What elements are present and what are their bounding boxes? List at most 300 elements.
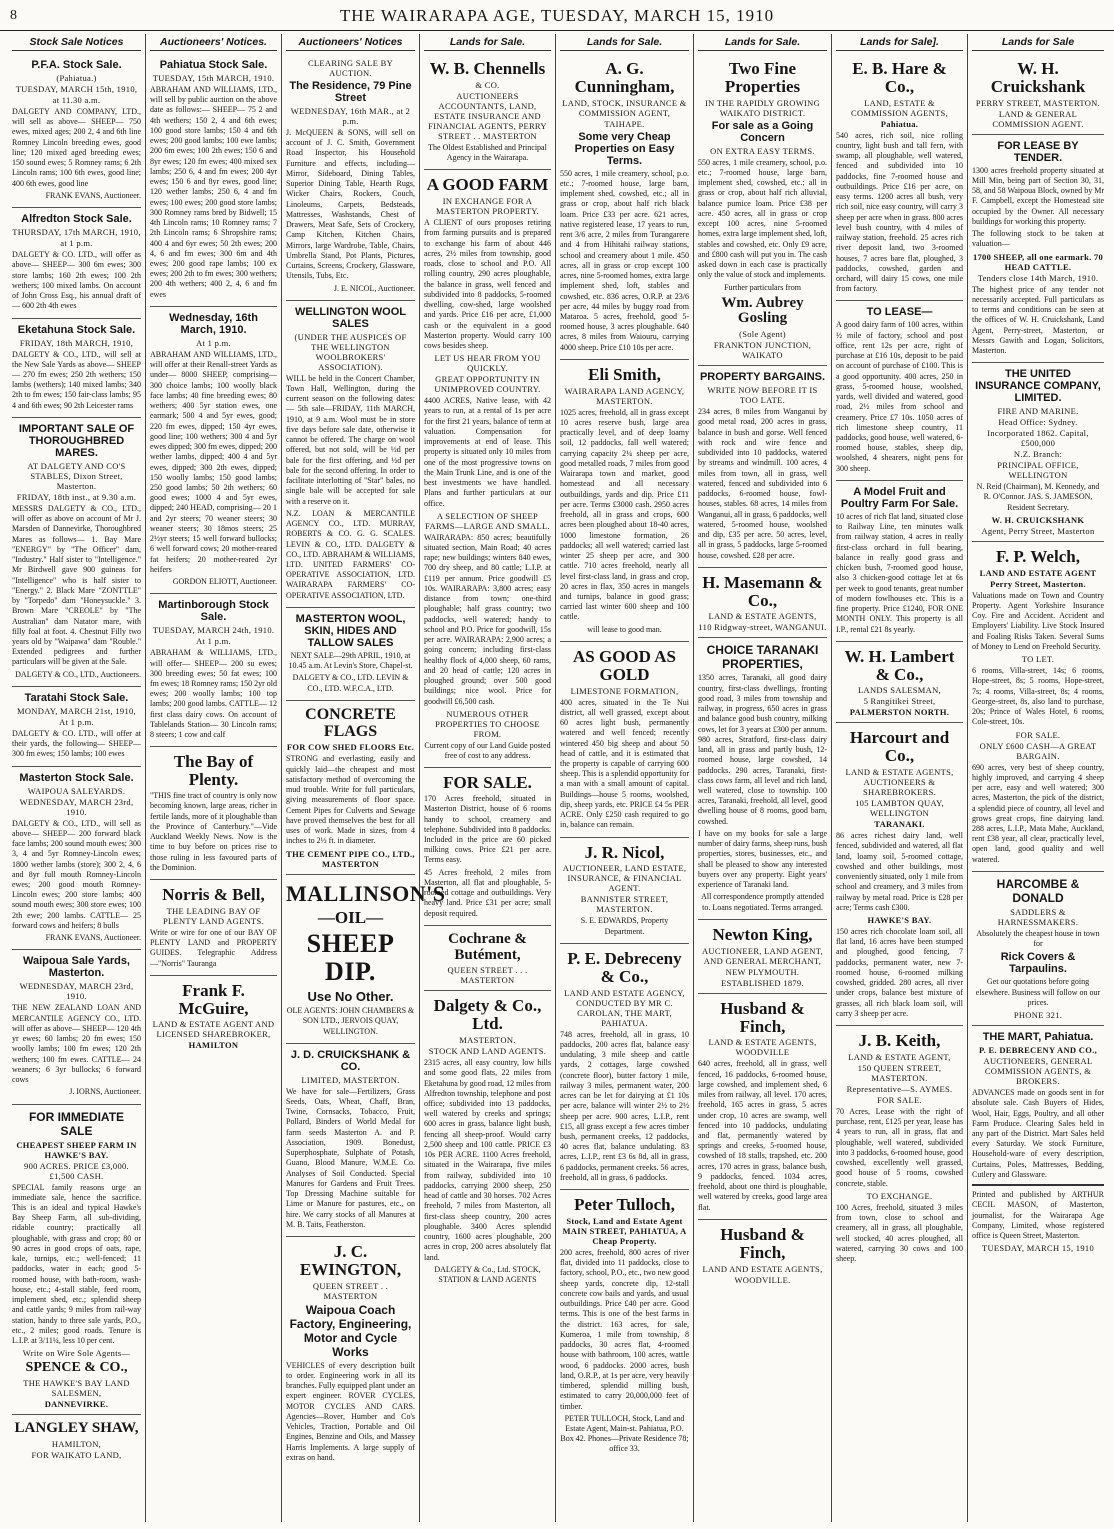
ad-body: ADVANCES made on goods sent in for absolute sale. Cash Buyers of Hides, Wool, Hair, Eggs, Poultry, and all other Farm Produce. Clearing Sales held in any part of the District. Mart Sales held every Saturday. We stock Furniture, Household-ware of every description, Curtains, Poles, Mattresses, Bedding, Cutlery and Glassware. <box>972 1088 1104 1179</box>
ad-agent: W. H. CRUICKSHANK <box>991 514 1085 525</box>
ad-waipoua-yards <box>12 950 141 1104</box>
column-header: Auctioneers' Notices <box>286 34 415 51</box>
page-columns <box>8 34 1108 1522</box>
ad-headline: For sale as a Going Concern <box>711 119 814 144</box>
ad-jd-cruickshank <box>286 1044 415 1237</box>
ad-subtitle: (Pahiatua.) <box>56 73 97 83</box>
ad-body: NEXT SALE—29th APRIL, 1910, at 10.45 a.m. At Levin's Store, Chapel-st. <box>288 650 413 671</box>
ad-note: Absolutely the cheapest house in town for <box>976 928 1100 949</box>
ad-stock-2: 1700 SHEEP, all one earmark. 70 HEAD CATTLE. <box>972 251 1104 272</box>
ad-more: NUMEROUS OTHER PROPERTIES TO CHOOSE FROM. <box>435 708 540 739</box>
ad-town: HAMILTON <box>188 1040 239 1051</box>
ad-office: Head Office: Sydney. <box>998 417 1078 428</box>
ad-subtitle: LAND & ESTATE AGENT, <box>848 1051 951 1062</box>
ad-time: at 1 p.m. <box>60 238 93 249</box>
ad-subtitle: FOR COW SHED FLOORS Etc. <box>286 742 415 753</box>
ad-title: AS GOOD AS GOLD <box>573 646 676 684</box>
ad-welch <box>972 542 1104 872</box>
ad-town: TAIHAPE. <box>604 118 645 129</box>
ad-agents: OLE AGENTS: JOHN CHAMBERS & SON LTD., JERVOIS QUAY, WELLINGTON. <box>286 1006 415 1036</box>
column-header: Lands for Sale <box>972 34 1104 51</box>
ad-body: A CLIENT of ours proposes retiring from farming pursuits and is prepared to exchange his farm of about 446 acres, 2½ miles from township, good roads, close to school and P.O. All rolling country, 290 acres ploughable, the balance in grass, well fenced and subdivided into 8 paddocks, 5-roomed dwelling, cow-shed, large woolshed and yards. Price £16 per acre, £1,000 cash or the equivalent in a good Masterton property. Would carry 100 cows besides sheep. <box>424 218 551 350</box>
ad-signature: Further particulars from <box>724 282 801 292</box>
ad-body: 1025 acres, freehold, all in grass except 10 acres reserve bush, large area practically level, and of deep loamy soil, 12 paddocks, fall well watered; carrying capacity 2¼ sheep per acre, good metalled roads, 7 miles from good Wairarapa town and market, good homestead and all necessary outbuildings, yards and dip. Price £11 per acre. Terms £3000 cash. 2950 acres freehold, all in grass and crops, 600 acres been ploughed about 18-40 acres, 1000 limestone formation, 26 paddocks; all well watered; carried last winter 25 sheep per acre, and 300 cattle. 710 acres freehold, nearly all level first-class land, in grass and crop, 20 acres in flax, 350 acres in mangels and turnips, balance in good grass; carried last winter 600 sheep and 100 cattle. <box>560 407 689 622</box>
ad-body: ABRAHAM AND WILLIAMS, LTD., will sell by public auction on the above date as follows:— SHEEP— 75 2 and 4th wethers; 150 2, 4 and 6th ewes; 100 good store lambs; 150 4 and 6th ewes; 200 good lambs; 100 ewe lambs; 200 6m ewes; 100 2th ewes; 150 6 and 8yr ewes; 120 fm ewes; 400 mixed sex lambs; 250 6, 4 and fm ewes; 200 4yr ewes; 150 6 and 8yr ewes, good line; 120 wether lambs; 250 6, 4 and fm ewes; 100 ewes; 200 good store lambs; 300 Romney rams bred by Bidwell; 15 4th Lincoln rams; 10 Romney rams; 7 2th Lincoln rams; 6 Shropshire rams; 400 4 and 6yr ewes; 50 2th ewes; 200 4, 6 and fm ewes; 300 6m and 4th ewes; 200 good rape lambs; 100 ex ewes; 200 2th to fm ewes; 300 wethers; 200 4th wethers; 400 2, 4, 6 and fm ewes <box>150 85 277 299</box>
ad-pfa-stock-sale <box>12 54 141 208</box>
ad-title: Norris & Bell, <box>162 884 265 904</box>
ad-subtitle: AUCTIONEER, LAND ESTATE, INSURANCE, & FINANCIAL AGENT. <box>562 863 687 894</box>
ad-copy: Current copy of our Land Guide posted free of cost to any address. <box>424 740 551 760</box>
ad-subtitle: AUCTIONEER, LAND AGENT, AND GENERAL MERCHANT, <box>701 945 823 966</box>
ad-tulloch <box>560 1190 689 1461</box>
ad-title: THE MART, Pahiatua. <box>982 1031 1094 1044</box>
ad-immediate-sale <box>12 1105 141 1415</box>
ad-title: Husband & Finch, <box>720 1224 805 1262</box>
ad-clearing-sale <box>286 54 415 301</box>
ad-subtitle: FIRE AND MARINE. <box>997 406 1079 417</box>
ad-subtitle-2: LAND & GENERAL COMMISSION AGENT. <box>992 108 1084 129</box>
newspaper-title: THE WAIRARAPA AGE, TUESDAY, MARCH 15, 1910 <box>339 6 775 25</box>
ad-subtitle: LAND & ESTATE AGENTS, <box>708 611 817 622</box>
ad-subtitle: PERRY STREET, MASTERTON. <box>975 97 1101 108</box>
ad-martinborough <box>150 594 277 747</box>
ad-signature: FRANK EVANS, Auctioneer. <box>45 190 141 200</box>
ad-town: DANNEVIRKE. <box>44 1398 109 1409</box>
ad-amp: & CO. <box>475 79 500 90</box>
ad-good-farm <box>424 170 551 768</box>
ad-harcombe-donald <box>972 872 1104 1026</box>
ad-signature: FRANK EVANS, Auctioneer. <box>45 933 141 943</box>
ad-exchange: TO EXCHANGE. <box>866 1190 933 1201</box>
ad-title: MASTERTON WOOL, SKIN, HIDES AND TALLOW SALES <box>295 612 406 649</box>
ad-body: THE NEW ZEALAND LOAN AND MERCANTILE AGENCY CO., LTD. will offer as above— SHEEP— 120 4th yr ewes; 60 lambs; 20 fm ewes; 150 woolly lambs; 100 fm ewes; 120 2th wethers; 100 fm ewes. CATTLE— 24 weaners; 6 3yr bullocks; 6 forward cows <box>12 1003 141 1085</box>
ad-lease-tender <box>972 135 1104 364</box>
ad-pahiatua-stock <box>150 54 277 307</box>
ad-body: 550 acres, 1 mile creamery, school, p.o. etc.; 7-roomed house, large barn, implement shed, cowshed, etc.; all in grass or crop, about half rich black loam. Price £33 per acre. 621 acres, native registered lease, 17 years to run, rent 3/6 acre, 2 miles from Turangarere and 4 from Hihitahi railway stations, school and creamery about 1 mile. 450 acres, all in grass or crop except 100 acres, nine 5-roomed homes, extra large implement shed, loft, stables and cowshed, etc. 836 acres, O.R.P. at 23/6 per acre, 44 miles by buggy road from Mataroa. 5 acres, freehold, good 5-roomed house, 3 acres ploughable. 640 acres, 8 miles from Waiouru, carrying 4000 sheep. Price £10 10s per acre. <box>560 168 689 352</box>
ad-body-2: 690 acres, very best of sheep country, highly improved, and carrying 4 sheep per acre, easy and well watered; 300 acres, Masterton, the pick of the district, a splendid piece of country, all level and grows great crops, fine dairying land. 288 acres, L.I.P., Mata Mahe, Auckland, rent £38 year, all clear, practically level, open land, good quality and well watered. <box>972 762 1104 864</box>
ad-title: TO LEASE— <box>866 306 933 319</box>
ad-signature: J. IORNS, Auctioneer. <box>69 1087 141 1097</box>
ad-region: TARANAKI. <box>874 819 925 830</box>
ad-subtitle: LIMESTONE FORMATION, <box>570 685 679 696</box>
ad-bargain: ONLY £600 CASH—A GREAT BARGAIN. <box>979 740 1097 761</box>
ad-signature: DALGETY & CO., LTD., Auctioneers. <box>15 669 141 679</box>
ad-property-bargains <box>698 366 827 568</box>
ad-town: HAMILTON, <box>51 1438 102 1449</box>
ad-title: P. E. Debreceny & Co., <box>567 948 682 986</box>
ad-close: Tenders close 14th March, 1910. <box>977 272 1099 283</box>
ad-town: NEW PLYMOUTH. <box>725 966 800 977</box>
ad-bay-of-plenty <box>150 747 277 880</box>
ad-subtitle-2: ON EXTRA EASY TERMS. <box>710 145 815 156</box>
ad-title: MALLINSON'S <box>286 880 446 906</box>
ad-subtitle: LAND & ESTATE AGENT AND LICENSED SHAREBROKER, <box>152 1019 275 1040</box>
ad-body: 1300 acres freehold property situated at Mill Min, being part of Section 30, 31, 58, and 58 Waipoua Block, owned by Mr F. Campbell, except the Homestead site occupied by the Owner. All necessary buildings for working this property. <box>972 165 1104 226</box>
ad-body: Write or wire for one of our BAY OF PLENTY LAND and PROPERTY GUIDES. Telegraphic Address—"Norris" Tauranga <box>150 927 277 968</box>
ad-date: WEDNESDAY, 16th MAR., at 2 p.m. <box>290 106 411 126</box>
ad-title: J. R. Nicol, <box>584 842 665 862</box>
page-number: 8 <box>10 8 17 23</box>
ad-date: TUESDAY, MARCH 15th, 1910, <box>15 84 138 94</box>
ad-title: Newton King, <box>712 924 813 944</box>
ad-body: 640 acres, freehold, all in grass, well fenced, 16 paddocks, 6-roomed house, large cowshed, and implement shed, 6 miles from railway, all level. 170 acres, freehold, 165 acres in grass, 5 acres under crop, 10 acres are swamp, well fenced into 10 paddocks, undulating and flat, permanently watered by springs and creeks, 5-roomed house, cowshed of 18 stalls, trapshed, etc. 200 acres, 170 acres in grass, balance bush, 9 paddocks, fenced. 1034 acres, freehold, about one third is ploughable, well watered by creeks, good large area flat. <box>698 1059 827 1212</box>
ad-town: FRANKTON JUNCTION, WAIKATO <box>713 340 812 361</box>
ad-agent-sub: THE HAWKE'S BAY LAND SALESMEN, <box>23 1377 130 1398</box>
ad-cochrane <box>424 926 551 992</box>
ad-body: DALGETY & CO. LTD., will offer as above— SHEEP— 300 6m ewes; 300 store lambs; 160 2th ewes; 100 2th wethers; 100 mixed lambs. On account of John Cross Esq., his annual draft of— 600 2th 4th ewes <box>12 250 141 311</box>
ad-for-sale: FOR SALE. <box>1015 729 1061 740</box>
ad-signature: J. E. NICOL, Auctioneer. <box>333 283 415 293</box>
column-header: Lands for Sale. <box>698 34 827 51</box>
ad-time: At 1 p.m. <box>196 636 231 647</box>
ad-address: 5 Rangitikei Street, <box>863 696 936 707</box>
ad-for-sale: FOR SALE. <box>877 1094 922 1105</box>
ad-headline: The Residence, 79 Pine Street <box>289 80 412 104</box>
ad-title: J. D. CRUICKSHANK & CO. <box>290 1048 411 1073</box>
ad-title: Cochrane & Butément, <box>448 930 527 963</box>
ad-body: A good dairy farm of 100 acres, within ½ mile of factory, school and post office, rent 12s per acre, right of purchase at £16 10s, deposit to be paid on account of purchase of £100. This is a good opportunity. 400 acres, 250 in grass, 5-roomed house, woolshed, yards, well divided and watered, good road, 2½ miles from school and creamery. Price £7 10s. 1050 acres of rich limestone sheep country, 11 paddocks, good house, well watered, 6-roomed house, stables, sheep dip, woolshed, 4 shearers, night pens for 300 sheep. <box>836 320 963 473</box>
ad-title: THE UNITED INSURANCE COMPANY, LIMITED. <box>975 368 1101 405</box>
ad-body: "THIS fine tract of country is only now becoming known, large areas, richer in fertile lands, more of it ploughable than the Province of Canterbury."—Vide Auckland Weekly News. Now is the time to buy before on prices rise to those ruling in less favoured parts of the Dominion. <box>150 791 277 872</box>
ad-keith <box>836 1026 963 1270</box>
ad-taranaki-properties <box>698 638 827 919</box>
ad-signature: DALGETY & CO., LTD. LEVIN & CO., LTD. W.F.C.A., LTD. <box>292 673 409 693</box>
ad-title: Eketahuna Stock Sale. <box>17 323 136 336</box>
ad-subtitle: FOR WAIKATO LAND, <box>31 1449 122 1460</box>
ad-hare <box>836 54 963 301</box>
ad-body: WILL be held in the Concert Chamber, Town Hall, Wellington, during the current season on the following dates:— 5th sale—FRIDAY, 11th MARCH, 1910, at 9 a.m. Wool must be in store five days before sale date, otherwise it cannot be offered. The charge on wool offered, but not sold, will be ½d per bale for the first offering, and ½d per bale for the second offering. In order to facilitate interlotting of "Star" bales, no single bale will be accepted for sale with a reserve on it. <box>286 373 415 506</box>
ad-agent: SPENCE & CO., <box>25 1360 128 1376</box>
ad-body: 748 acres, freehold, all in grass, 10 paddocks, 200 acres flat, balance easy undulating, 3 mile sheep and cattle yards, 2 cottages, large cowshed (concrete floor), butter factory 1 mile, railway 3 miles, permanent water, 200 acres can be let for dairying at £1 10s per acre, balance will winter 2½ to 2½ sheep per acre. 900 acres, L.I.P., rent £15, all grass except a few acres timber bush, permanent creeks, 12 paddocks, 40 acres flat, balance undulating. 83 acres, L.I.P., rent £3 6s 8d, all in grass, 6 paddocks, permanent creeks. 56 acres, freehold, all in grass, 6 paddocks. <box>560 1029 689 1182</box>
ad-item-b: 45 Acres freehold, 2 miles from Masterton, all flat and ploughable, 5-roomed cottage and outbuildings. Very heavy land. Price £31 per acre; small deposit required. <box>424 867 551 918</box>
ad-norris-bell <box>150 880 277 976</box>
ad-write: Write on Wire Sole Agents— <box>22 1348 131 1359</box>
ad-masterton-stock <box>12 767 141 951</box>
ad-title: Frank F. McGuire, <box>178 980 249 1018</box>
ad-eketahuna <box>12 319 141 418</box>
ad-title: CHOICE TARANAKI PROPERTIES, <box>706 643 819 672</box>
ad-body: 550 acres, 1 mile creamery, school, p.o. etc.; 7-roomed house, large barn, implement shed, cowshed, etc.; all in grass or crop, about half rich alluvial, balance pumice loam. Price £38 per acre. 450 acres, all in grass or crop except 100 acres, nine 5-roomed homes, extra large implement shed, loft, stables and cowshed, etc. Only £9 acre, and £800 cash will put you in. The cash asked down in each case is practically only the value of stock and implements. <box>698 157 827 280</box>
ad-title: W. H. Lambert & Co., <box>844 646 955 684</box>
ad-title: FOR SALE. <box>443 773 532 793</box>
ad-united-insurance <box>972 363 1104 542</box>
ad-time: At 1 p.m. <box>196 337 231 348</box>
ad-subtitle: LAND AND ESTATE AGENCY, CONDUCTED BY MR C. CAROLAN, THE MART, PAHIATUA. <box>564 987 685 1028</box>
ad-address: 105 LAMBTON QUAY, WELLINGTON <box>855 798 944 819</box>
ad-hear: LET US HEAR FROM YOU QUICKLY. <box>434 353 541 374</box>
imprint-date: TUESDAY, MARCH 15, 1910 <box>982 1243 1094 1254</box>
ad-date: WEDNESDAY, MARCH 23rd, 1910. <box>19 981 134 1002</box>
ad-subtitle: WAIRARAPA LAND AGENCY, MASTERTON. <box>564 385 685 406</box>
ad-body: Valuations made on Town and Country Property. Agent Yorkshire Insurance Coy. Fire and Accident. Accident and Employers' Liability. Live Stock Insured and Foaling Risks Taken. Several Sums of Money to Lend on Freehold Security. <box>972 590 1104 651</box>
ad-tagline: The Oldest Established and Principal Agency in the Wairarapa. <box>428 142 547 163</box>
ad-husband-finch <box>698 994 827 1220</box>
ad-subtitle: LAND AND ESTATE AGENT <box>979 567 1097 578</box>
ad-body-2: 150 acres rich chocolate loam soil, all flat land, 16 acres have been stumped and ploughed, good fencing, 7 paddocks, permanent water, new 7-roomed house, 6-roomed milking cowshed, gridded. 280 acres, all river under crops, balance best mixture of grasses, all rich black loam soil, will carry 3 sheep per acre. <box>836 927 963 1018</box>
ad-body: ABRAHAM AND WILLIAMS, LTD., will offer at their Renall-street Yards as under— 8000 SHEEP, comprising— 300 choice lambs; 100 woolly black face lambs; 40 fine breeding ewes; 80 wethers; 400 5yr station ewes, one earmark; 500 4 and 5yr ewes, good; 220 fm ewes, dipped; 150 4yr ewes, good line; 100 wethers; 300 4 and 5yr ewes dipped; 300 fm ewes, dipped; 200 wether lambs, dipped; 400 4 and 5yr ewes, dipped; 300 2th ewes, dipped; 150 woolly lambs; 150 good lambs; 250 good lambs; 50 2th wethers; 60 good ewes; 1000 4 and 5yr ewes, dipped; 240 HEAD, comprising— 20 1 and 2yr steers; 70 weaner steers; 30 weaner steers; 30 18mos steers; 25 2½yr steers; 15 well forward bullocks; 6 well forward cows; 20 mother-reared fat heifers; 20 mother-reared 2yr heifers <box>150 349 277 574</box>
ad-item: Rick Covers & Tarpaulins. <box>1000 951 1076 976</box>
ad-place: AT DALGETY AND CO'S STABLES, Dixon Street, Masterton. <box>27 460 126 491</box>
ad-subtitle: LANDS SALESMAN, <box>858 685 941 696</box>
ad-title: J. B. Keith, <box>858 1031 941 1051</box>
ad-for-sale <box>424 768 551 926</box>
ad-title: A. G. Cunningham, <box>574 59 675 96</box>
ad-body: DALGETY & CO. LTD., will offer at their yards, the following— SHEEP— 300 fm ewes; 150 lambs; 100 ewes <box>12 728 141 759</box>
ad-nicol <box>560 838 689 944</box>
ad-subtitle: AUCTIONEERS, GENERAL COMMISSION AGENTS, & BROKERS. <box>983 1056 1093 1087</box>
ad-model-farm <box>836 481 963 642</box>
ad-body: SPECIAL family reasons urge an immediate sale, hence the sacrifice. This is an ideal and typical Hawke's Bay Sheep Farm, all sub-dividing, ridable country; practically all ploughable, with grass and crop; 80 or 90 acres in good crops of oats, rape, kale, turnips, etc.; well-fenced; 11 paddocks, water in each; good 5-roomed house, with bath-room, wash-house, etc.; 4-stall stable, feed room, implement shed, etc.; splendid sheep and cattle yards; 9 miles from rail-way station, handy to three sale yards, P.O., etc., 2 miles; good roads. Tenure is L.I.P. at 3/11¼, less 10 per cent. <box>12 1182 141 1346</box>
ad-to-let: TO LET. <box>1021 654 1055 665</box>
ad-body: J. McQUEEN & SONS, will sell on account of J. C. Smith, Government Road Inspector, his Household Furniture and effects, including— Mirror, Sideboard, Dining Tables, Superior Dining Table, Hearth Rugs, Wicker Chairs, Rockers, Couch, Linoleums, Carpets, Bedsteads, Mattresses, Washstands, Chest of Drawers, Meat Safe, Sets of Crockery, Camp Kitchen, Kitchen Chairs, Mirrors, large Wardrobe, Table, Chairs, Umbrella Stand, Pot Plants, Pictures, Curtains, Screens, Crockery, Glassware, Utensils, Tubs, Etc. <box>286 128 415 281</box>
ad-title: PROPERTY BARGAINS. <box>699 371 826 384</box>
ad-as-good-as-gold <box>560 642 689 838</box>
ad-masterton-wool <box>286 608 415 701</box>
ad-title: The Bay of Plenty. <box>173 752 254 790</box>
ad-ewington <box>286 1237 415 1469</box>
ad-taratahi <box>12 687 141 767</box>
ad-subtitle: SADDLERS & HARNESSMAKERS. <box>997 906 1079 927</box>
ad-body: 200 acres, freehold, 800 acres of river flat, divided into 11 paddocks, close to factory, school, P.O., etc., two new good sheep yards, concrete dip, 12-stall concrete cow bails and yards, and usual outbuildings. Price £40 per acre. Good terms. This is one of the best farms in the district. 163 acres, for sale, Kumeroa, 1 mile from township, 8 paddocks, 30 acres flat, 4-roomed house with bathroom, 100 acres, wattle wood, 6 paddocks. 2000 acres, bush land, O.R.P., at 1s per acre, very heavily timbered, splendid milling bush, estimated to carry 20,000,000 feet of timber. <box>560 1248 690 1411</box>
ad-stock: The following stock to be taken at valuation— <box>972 229 1104 249</box>
ad-principal-office: PRINCIPAL OFFICE, WELLINGTON <box>997 460 1079 481</box>
ad-title: LANGLEY SHAW, <box>14 1419 139 1436</box>
ad-subtitle: QUEEN STREET . . MASTERTON <box>312 1280 389 1301</box>
column-6 <box>694 34 832 1522</box>
ad-chennells <box>424 54 551 170</box>
ad-thoroughbred-mares <box>12 418 141 687</box>
ad-subtitle: LAND AND ESTATE AGENTS, <box>702 1263 823 1274</box>
ad-body: 1350 acres, Taranaki, all good dairy country, first-class dwellings, fronting good road, 3 miles from township and railway, in progress, 650 acres in grass and balance good bush country, milking cows, let for 3 years at £300 per annum. 980 acres, Stratford, first-class dairy land, all in grass and partly bush, 12-roomed house, large cowshed, 14 paddocks. 290 acres, Taranaki, first-class cows farm, all level and rich land, well watered, close to township. 100 acres, Taranaki, freehold, all level, good dwelling house of 8 rooms, good barn, cowshed. <box>698 673 827 826</box>
column-4 <box>420 34 556 1522</box>
ad-subtitle: LAND & ESTATE AGENTS, WOODVILLE <box>708 1037 817 1058</box>
ad-branch: N.Z. Branch: <box>1013 449 1063 460</box>
ad-headline: Waipoua Coach Factory, Engineering, Motor and Cycle Works <box>289 1302 412 1359</box>
column-3 <box>282 34 446 1522</box>
ad-line-3: SHEEP DIP. <box>306 929 395 986</box>
ad-body: 86 acres richest dairy land, well fenced, subdivided and watered, all flat land, loamy soil, 5-roomed cottage, cowshed and other buildings, most conveniently situated, only 1 mile from school and creamery, and 3 miles from railway by metal road. Price is £28 per acre; Terms cash £300. <box>836 831 963 912</box>
ad-signature: DALGETY & Co., Ltd. STOCK, STATION & LAND AGENTS <box>434 1264 541 1284</box>
ad-subtitle: (UNDER THE AUSPICES OF THE WELLINGTON WOOLBROKERS' ASSOCIATION). <box>294 331 407 372</box>
ad-mcguire <box>150 976 277 1056</box>
ad-body: We have for sale—Fertilizers, Grass Seeds, Oats, Wheat, Chaff, Bran, Twine, Cornsacks, Tobacco, Fruit, Pollard, Binders of World Medal for farm seeds Masterton A. and P. Association, 1909. Bonedust, Superphosphate, Sulphate of Potash, Guano, Blood Manure, W.M.E. Co. Analyses of Soil Conducted. Special Manures for Gardens and Fruit Trees. Top Dressing Machine suitable for Lime or Manure for pastures, etc., on hire. We carry stocks of all Manures at M. B. Taits, Featherston. <box>286 1086 415 1229</box>
ad-title: W. B. Chennells <box>429 59 546 78</box>
ad-body: STRONG and everlasting, easily and quickly laid—the cheapest and most satisfactory method of overcoming the mud trouble. Write for full particulars, giving measurements of floor space. Cement Pipes for Culverts and Sewage have proved themselves the best for all uses of work. Made in sizes, from 4 inches to 2½ ft. in diameter. <box>286 754 415 846</box>
ad-wednesday-sale <box>150 307 277 594</box>
ad-subtitle: QUEEN STREET . . . MASTERTON <box>447 965 528 986</box>
ad-title: Dalgety & Co., Ltd. <box>433 996 542 1034</box>
ad-signature: PETER TULLOCH, Stock, Land and Estate Agent, Main-st. Pahiatua, P.O. Box 42. Phones—Private Residence 78; office 33. <box>560 1413 689 1454</box>
ad-title: Wednesday, 16th March, 1910. <box>169 311 258 336</box>
ad-debreceny <box>560 944 689 1190</box>
ad-harcourt <box>836 723 963 1026</box>
ad-subtitle: MASTERTON. <box>459 1035 516 1046</box>
ad-body-2: 100 Acres, freehold, situated 3 miles from town, close to school and creamery, all in grass, all ploughable, well stocked, 40 acres ploughed, all watered, carrying 30 cows and 100 sheep. <box>836 1202 963 1264</box>
ad-acres: 4400 ACRES, Native lease, with 42 years to run, at a rental of 1s per acre for the first 21 years, balance of term at valuation. Compensation for improvements at end of lease. This property is situated only 10 miles from one of the most progressive towns on the Main Trunk Line, and is one of the best investments we have handled. Plans and further particulars at our office. <box>424 396 551 508</box>
ad-title: A Model Fruit and Poultry Farm For Sale. <box>840 485 959 510</box>
ad-subtitle: THE LEADING BAY OF PLENTY LAND AGENTS. <box>162 905 264 926</box>
ad-time: At 1 p.m. <box>59 716 94 727</box>
ad-newton-king <box>698 920 827 994</box>
ad-phone: PHONE 321. <box>1013 1010 1063 1021</box>
ad-body: 540 acres, rich soil, nice rolling country, light bush and tall fern, with swamp, all ploughable, well watered, fenced and subdivided into 10 paddocks, fine 7-roomed house and outbuildings. Price £16 per acre, on easy terms. 1200 acres all bush, very rich soil, nice easy country, will carry 3 sheep per acre when in grass. 800 acres level bush country, with 4 miles of railway station, freehold. 25 acres rich river deposit land, two 3-roomed houses, 7 acres bare flat, ploughed, 3 paddocks, cowshed, garden and orchard, will dairy 15 cows, one mile from factory. <box>836 130 963 294</box>
ad-close: will lease to good man. <box>587 624 662 634</box>
ad-representative: Representative—S. AYMES. <box>846 1083 953 1094</box>
ad-subtitle-2: STOCK AND LAND AGENTS. <box>428 1046 547 1057</box>
ad-two-fine-properties <box>698 54 827 366</box>
ad-concrete-flags <box>286 701 415 875</box>
ad-time: at 11.30 a.m. <box>52 95 101 105</box>
ad-title: Masterton Stock Sale. <box>19 771 134 784</box>
ad-sheep: A SELECTION OF SHEEP FARMS—LARGE AND SMALL. <box>425 510 550 531</box>
ad-body: DALGETY & CO., LTD., will sell at the New Sale Yards as above— SHEEP— 270 fm ewes; 250 2th wethers; 150 lambs (wethers); 140 mixed lambs; 340 2th to fm ewes; 150 fair-class lambs; 95 4 and 6th ewes; 90 2th Leicester rams <box>12 349 141 410</box>
column-header: Auctioneers' Notices. <box>150 34 277 51</box>
column-2 <box>146 34 282 1522</box>
column-5 <box>556 34 694 1522</box>
ad-body: Get our quotations before going elsewhere. Business will follow on our prices. <box>975 977 1101 1007</box>
ad-wellington-wool <box>286 301 415 608</box>
ad-note: The highest price of any tender not necessarily accepted. Full particulars as to terms and conditions can be seen at the offices of W. H. Cruickshank, Land Agent, Perry-street, Masterton, or Messrs Gawith and Logan, Solicitors, Masterton. <box>972 284 1104 355</box>
ad-date: TUESDAY, 15th MARCH, 1910. <box>152 73 275 83</box>
ad-name: P. E. DEBRECENY AND CO., <box>978 1045 1098 1056</box>
column-8 <box>968 34 1108 1522</box>
ad-title: Peter Tulloch, <box>574 1195 675 1215</box>
column-header: Lands for Sale. <box>560 34 689 51</box>
ad-extra: S. E. EDWARDS, Property Department. <box>580 916 669 936</box>
ad-subtitle: IN THE RAPIDLY GROWING WAIKATO DISTRICT. <box>704 97 821 118</box>
ad-subtitle: WAIPOUA SALEYARDS. <box>27 785 126 796</box>
ad-eli-smith <box>560 360 689 642</box>
ad-title: J. C. EWINGTON, <box>299 1242 402 1279</box>
column-header: Lands for Sale. <box>424 34 551 51</box>
ad-title: CLEARING SALE BY AUCTION. <box>307 58 394 78</box>
ad-body: ABRAHAM & WILLIAMS, LTD., will offer— SHEEP— 200 su ewes; 300 breeding ewes; 50 fat ewes; 100 fm ewes; 18 Romney rams; 150 2yr old ewes; 200 woolly lambs; 100 top lambs; 200 good lambs. CATTLE— 12 first class dairy cows. On account of Tablelands Station— 30 Lincoln rams; 8 steers; 1 cow and calf <box>150 648 277 740</box>
ad-line-4: Use No Other. <box>307 989 394 1005</box>
ad-town: Pahiatua. <box>880 118 919 129</box>
ad-signature: All correspondence promptly attended to. Loans negotiated. Terms arranged. <box>701 892 824 912</box>
ad-title: FOR IMMEDIATE SALE <box>28 1109 125 1138</box>
ad-headline: Some very Cheap Properties on Easy Terms. <box>574 130 675 167</box>
ad-langley-shaw <box>12 1415 141 1465</box>
ad-list: WAIRARAPA: 850 acres; beautifully situated section, Main Road; 40 acres rape; new buildings; winters 840 ewes, 700 dry sheep, and 80 cattle; L.I.P. at £119 per annum. Price goodwill £5 10s. WAIRARAPA: 3,800 acres; easy distance from town; one-third ploughable; half grass country; two paddocks, well watered; handy to school and P.O. Price for goodwill, 15s per acre. WAIRARAPA: 2,900 acres; a going concern; including first-class healthy flock of 4,000 sheep, 60 rams, and 20 head of cattle; 120 acres in ploughed ground; over 500 good buildings; nice wool. Price for goodwill £6,500 cash. <box>424 532 551 706</box>
ad-body: DALGETY AND COMPANY, LTD., will sell as above— SHEEP— 750 ewes, mixed ages; 200 2, 4 and 6th line Romney Lincoln breeding ewes, good line; 120 mixed aged breeding ewes; 150 sound ewes; 5 Romney rams; 6 2th Lincoln rams; 100 6th ewes, good line; 400 6th ewes, good line <box>12 107 141 188</box>
ad-let-body: 6 rooms, Villa-street, 14s; 6 rooms, Hope-street, 8s; 5 rooms, Hope-street, 7s; 4 rooms, Villa-street, 8s; 4 rooms, George-street, 8s, also land to purchase, 20s; Prince of Wales Hotel, 6 rooms, Cole-street, 10s. <box>972 666 1104 727</box>
ad-item-a: 170 Acres freehold, situated in Masterton District, house of 6 rooms handy to school, creamery and telephone. Subdivided into 8 paddocks. Included in the price are 60 picked milking cows. Price £21 per acre. Terms easy. <box>424 794 551 865</box>
ad-names: N. Reid (Chairman), M. Kennedy, and R. O'Connor. JAS. S. JAMESON, Resident Secretary. <box>976 482 1100 512</box>
column-7 <box>832 34 968 1522</box>
ad-title: Taratahi Stock Sale. <box>24 691 129 704</box>
ad-date: TUESDAY, MARCH 24th, 1910. <box>152 625 275 636</box>
ad-body: 400 acres, situated in the Te Nui district, all well grassed, except about 60 acres light bush, permanently watered and well fenced; recently wintered 450 big sheep and about 50 head of cattle, and it is estimated that the property is capable of carrying 600 sheep. This is a splendid opportunity for a man with a small amount of capital. Buildings—house 5 rooms, woolshed, dip, sheep yards, etc. PRICE £4 5s PER ACRE. Only £250 cash required to go in, balance can remain. <box>560 697 689 830</box>
ad-body: 2315 acres, all easy country, low hills and some good flats, 22 miles from Eketahuna by good road, 12 miles from Alfredton township, telephone and post office; subdivided into 13 paddocks, well watered by creeks and springs; 600 acres in grass, balance light bush, fencing all sheep-proof. Would carry 2,500 sheep and 100 cattle. PRICE £3 10s PER ACRE. 1100 Acres freehold, situated in the Wairarapa, five miles from railway, subdivided into 10 paddocks, carrying 2000 sheep, 250 head of cattle and 30 horses. 702 Acres freehold, 7 miles from Masterton, all first-class sheep country, 200 acres ploughable. 3400 Acres splendid country, 1600 acres ploughable, 200 acres in crop, 200 acres absolutely flat land. <box>424 1058 551 1262</box>
ad-title: Two Fine Properties <box>724 59 801 96</box>
ad-title: E. B. Hare & Co., <box>852 59 947 96</box>
ad-date: WEDNESDAY, MARCH 23rd, 1910. <box>19 796 134 817</box>
ad-body: DALGETY & CO., LTD., will sell as above— SHEEP— 200 forward black face lambs; 200 sound mouth ewes; 300 3, 4 and 5yr Romney-Lincoln ewes; 1800 wether lambs (store); 300 2, 4, 6 and 8yr full mouth Romney-Lincoln ewes; 200 good mouth Romney-Lincoln ewes; 200 store lambs; 400 sound mouth ewes; 300 store ewes; 100 2th ewe; 200 lambs. CATTLE— 25 forward cows and heifers; 8 bulls <box>12 818 141 930</box>
ad-date: FRIDAY, 18th MARCH, 1910, <box>19 337 134 348</box>
ad-date: MONDAY, MARCH 21st, 1910, <box>17 705 136 716</box>
ad-agent: Wm. Aubrey Gosling <box>721 294 804 327</box>
ad-town: BANNISTER STREET, MASTERTON. <box>580 894 669 915</box>
ad-title: Waipoua Sale Yards, Masterton. <box>23 955 130 980</box>
ad-body: 234 acres, 8 miles from Wanganui by good metal road, 200 acres in grass, balance in bush and gorse. Well fenced with rock and wire fence and subdivided into 10 paddocks, watered by streams and windmill. 100 acres, 4 miles from town, all in grass, well watered, fenced and subdivided into 6 paddocks, 6-roomed house, fowl-houses, stables. 68 acres, 14 miles from Wanganui, all in grass, 6 paddocks, well watered, 5-roomed house, woolshed and dip, £35 per acre. 50 acres, level, all in grass, 5 paddocks, large 5-roomed house, cowshed. £28 per acre. <box>698 407 827 560</box>
ad-agent-sub: Agent, Perry Street, Masterton <box>981 525 1095 536</box>
ad-company: THE CEMENT PIPE CO., LTD., MASTERTON <box>286 848 415 869</box>
ad-title: W. H. Cruickshank <box>990 59 1086 96</box>
ad-body: MESSRS DALGETY & CO., LTD., will offer as above on account of Mr J. Marsden of Dannevirke, Thoroughbred Mares as follows— 1. Bay Mare "ENERGY" by "The Officer" dam, "Industry." Half sister to "Intelligence." Mr Birdwell gave 900 guineas for "Intelligence" who is half sister to "Energy." 2. Black Mare "ZONTTLE" by "Torpedo" dam "Honeysuckle." 3. Brown Mare "CREOLE" by "The Australian" dam Natator mare, with filly foal at foot. 4. Chestnut Filly two years old by "Waipawa" dam "Rouble." Extended pedigrees and further particulars will be given at the Sale. <box>12 503 141 667</box>
ad-subtitle: LIMITED, MASTERTON. <box>301 1074 400 1085</box>
ad-to-lease <box>836 301 963 481</box>
ad-region-2: HAWKE'S BAY. <box>867 915 932 926</box>
ad-title: Husband & Finch, <box>720 998 805 1036</box>
imprint: Printed and published by ARTHUR CECIL MASON, of Masterton, journalist, for the Wairarapa Age Company, Limited, whose registered office is Queen Street, Masterton. <box>972 1190 1104 1241</box>
ad-title: IMPORTANT SALE OF THOROUGHBRED MARES. <box>18 422 135 459</box>
column-1 <box>8 34 146 1522</box>
ad-town: 110 Ridgway-street, WANGANUI. <box>698 622 827 633</box>
ad-body: 70 Acres, Lease with the right of purchase, rent, £125 per year, lease has 4 years to run, all in grass, flat and ploughable, well watered, subdivided into 3 paddocks, 6-roomed house, good cowshed, excellently well grassed, good house of 5 rooms, cowshed concrete, stable. <box>836 1106 963 1188</box>
ad-title: F. P. Welch, <box>996 546 1080 566</box>
ad-title: FOR LEASE BY TENDER. <box>997 139 1079 164</box>
ad-title: WELLINGTON WOOL SALES <box>294 305 406 330</box>
masthead <box>0 0 1114 31</box>
ad-town: WOODVILLE. <box>734 1274 791 1285</box>
ad-title: Harcourt and Co., <box>849 728 950 766</box>
ad-cunningham <box>560 54 689 360</box>
ad-address: 150 QUEEN STREET, MASTERTON. <box>857 1062 942 1083</box>
ad-line-2: —OIL— <box>317 907 384 927</box>
ad-title: Eli Smith, <box>588 364 661 384</box>
ad-date: FRIDAY, 18th inst., at 9.30 a.m. <box>16 491 137 502</box>
ad-price: 900 ACRES. PRICE £3,000. £1,500 CASH. <box>24 1160 129 1181</box>
ad-title: P.F.A. Stock Sale. <box>31 59 122 71</box>
ad-agent-sub: (Sole Agent) <box>739 329 786 340</box>
ad-dalgety <box>424 991 551 1291</box>
ad-alfredton <box>12 208 141 318</box>
ad-subtitle: WRITE NOW BEFORE IT IS TOO LATE. <box>707 385 818 406</box>
ad-body: VEHICLES of every description built to order. Engineering work in all its branches. Fully equipped plant under an expert engineer. ROVER CYCLES, MOTOR CYCLES AND CARS. Agencies—Rover, Humber and Co's Vehicles, Traction, Portable and Oil Engines, Benzine and Oils, and Massey Harris Implements. A large supply of extras on hand. <box>286 1360 415 1462</box>
column-header: Stock Sale Notices <box>12 34 141 51</box>
ad-title: Alfredton Stock Sale. <box>21 213 132 226</box>
ad-subtitle: LAND & ESTATE AGENTS, AUCTIONEERS & SHAREBROKERS. <box>845 767 954 798</box>
ad-established: ESTABLISHED 1879. <box>721 977 804 988</box>
ad-subtitle: AUCTIONEERS ACCOUNTANTS, LAND, ESTATE INSURANCE AND FINANCIAL AGENTS, PERRY STREET . . MASTERTON <box>428 90 547 141</box>
ad-incorporated: Incorporated 1862. Capital, £500,000 <box>987 428 1089 449</box>
ad-mallinsons <box>286 875 446 1044</box>
ad-subtitle: LAND, STOCK, INSURANCE & COMMISSION AGENT, <box>562 97 687 118</box>
ad-subtitle: LAND, ESTATE & COMMISSION AGENTS, <box>850 97 949 118</box>
ad-the-mart <box>972 1026 1104 1258</box>
ad-town: PALMERSTON NORTH. <box>849 707 950 718</box>
ad-subtitle: IN EXCHANGE FOR A MASTERTON PROPERTY. <box>435 196 540 217</box>
ad-date: THURSDAY, 17th MARCH, 1910, <box>12 227 141 238</box>
ad-title: HARCOMBE & DONALD <box>996 876 1080 905</box>
divider <box>972 1184 1104 1186</box>
ad-agents: N.Z. LOAN & MERCANTILE AGENCY CO., LTD. MURRAY, ROBERTS & CO. G. G. SCALES. LEVIN & CO., LTD. DALGETY & CO., LTD. ABRAHAM & WILLIAMS, LTD. UNITED FARMERS' CO-OPERATIVE ASSOCIATION, LTD. WAIRARAPA FARMERS' CO-OPERATIVE ASSOCIATION, LTD. <box>286 508 415 600</box>
ad-note: I have on my books for sale a large number of dairy farms, sheep runs, bush properties, stores, businesses, etc., and shall be pleased to show any interested buyers over any property. Eight years' experience of Taranaki land. <box>698 828 827 890</box>
column-header: Lands for Sale]. <box>836 34 963 51</box>
ad-title: Pahiatua Stock Sale. <box>159 59 268 71</box>
ad-body: 10 acres of rich flat land, situated close to Railway Line, ten minutes walk from railway station, 4 acres in really first-class orchard in full bearing, balance in really good grass and chicken bush, 7-roomed good house, also 3 chicken-good cottage let at 6s per week to good tenants, great number of modern fowlhouses etc. This is a fine property. Price £1240, FOR ONE MONTH ONLY. This property is all I.P., rental £21 8s yearly. <box>836 511 963 634</box>
ad-subtitle: Stock, Land and Estate Agent MAIN STREET, PAHIATUA, A Cheap Property. <box>562 1216 687 1246</box>
ad-signature: GORDON ELIOTT, Auctioneer. <box>172 577 277 587</box>
ad-title: Martinborough Stock Sale. <box>158 599 269 624</box>
ad-opportunity: GREAT OPPORTUNITY IN UNIMPROVED COUNTRY. <box>434 374 541 395</box>
ad-title: H. Masemann & Co., <box>702 572 823 610</box>
ad-headline: CHEAPEST SHEEP FARM IN HAWKE'S BAY. <box>16 1139 137 1160</box>
ad-address: Perry Street, Masterton. <box>990 578 1086 589</box>
ad-lambert <box>836 642 963 724</box>
ad-title: CONCRETE FLAGS <box>305 705 396 740</box>
